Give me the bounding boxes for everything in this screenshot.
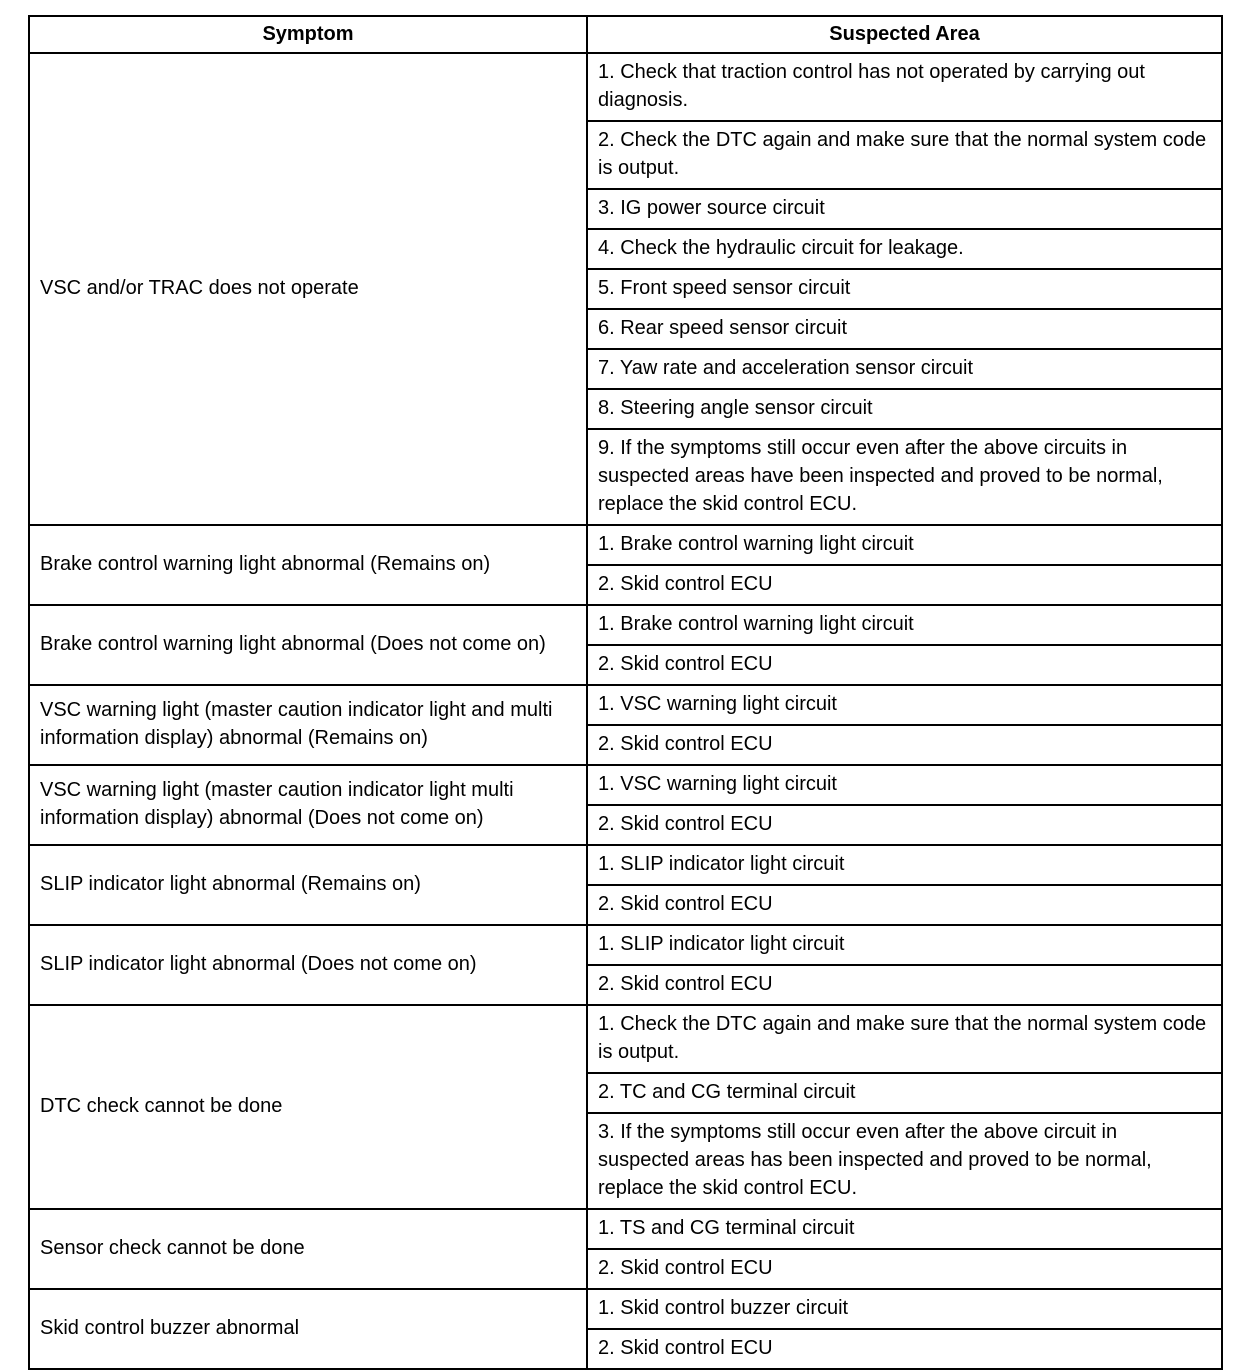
header-symptom: Symptom — [29, 16, 587, 53]
suspected-area-cell: 7. Yaw rate and acceleration sensor circuit — [587, 349, 1222, 389]
suspected-area-cell: 1. SLIP indicator light circuit — [587, 845, 1222, 885]
suspected-area-cell: 8. Steering angle sensor circuit — [587, 389, 1222, 429]
symptom-cell: VSC and/or TRAC does not operate — [29, 53, 587, 525]
suspected-area-cell: 2. Skid control ECU — [587, 565, 1222, 605]
suspected-area-cell: 1. Skid control buzzer circuit — [587, 1289, 1222, 1329]
suspected-area-cell: 5. Front speed sensor circuit — [587, 269, 1222, 309]
suspected-area-cell: 1. SLIP indicator light circuit — [587, 925, 1222, 965]
table-body — [29, 53, 1222, 1369]
symptom-table — [28, 15, 1223, 1370]
symptom-cell: DTC check cannot be done — [29, 1005, 587, 1209]
suspected-area-cell: 2. Skid control ECU — [587, 1249, 1222, 1289]
table-row — [29, 845, 1222, 885]
suspected-area-cell: 2. Skid control ECU — [587, 885, 1222, 925]
suspected-area-cell: 2. Check the DTC again and make sure that the normal system code is output. — [587, 121, 1222, 189]
suspected-area-cell: 1. VSC warning light circuit — [587, 685, 1222, 725]
suspected-area-cell: 1. Brake control warning light circuit — [587, 525, 1222, 565]
header-suspected-area: Suspected Area — [587, 16, 1222, 53]
suspected-area-cell: 1. TS and CG terminal circuit — [587, 1209, 1222, 1249]
suspected-area-cell: 4. Check the hydraulic circuit for leakage. — [587, 229, 1222, 269]
table-row — [29, 525, 1222, 565]
suspected-area-cell: 2. TC and CG terminal circuit — [587, 1073, 1222, 1113]
suspected-area-cell: 2. Skid control ECU — [587, 725, 1222, 765]
suspected-area-cell: 1. Check the DTC again and make sure that the normal system code is output. — [587, 1005, 1222, 1073]
table-row — [29, 925, 1222, 965]
suspected-area-cell: 1. Brake control warning light circuit — [587, 605, 1222, 645]
table-row — [29, 765, 1222, 805]
table-header-row — [29, 16, 1222, 53]
suspected-area-cell: 2. Skid control ECU — [587, 965, 1222, 1005]
suspected-area-cell: 3. If the symptoms still occur even after the above circuit in suspected areas has been inspected and proved to be normal, replace the skid control ECU. — [587, 1113, 1222, 1209]
table-row — [29, 685, 1222, 725]
table-row — [29, 53, 1222, 121]
suspected-area-cell: 2. Skid control ECU — [587, 805, 1222, 845]
suspected-area-cell: 1. VSC warning light circuit — [587, 765, 1222, 805]
suspected-area-cell: 2. Skid control ECU — [587, 645, 1222, 685]
suspected-area-cell: 3. IG power source circuit — [587, 189, 1222, 229]
symptom-cell: VSC warning light (master caution indicator light multi information display) abnormal (Does not come on) — [29, 765, 587, 845]
symptom-cell: Skid control buzzer abnormal — [29, 1289, 587, 1369]
table-row — [29, 605, 1222, 645]
symptom-cell: SLIP indicator light abnormal (Remains on) — [29, 845, 587, 925]
suspected-area-cell: 9. If the symptoms still occur even after the above circuits in suspected areas have been inspected and proved to be normal, replace the skid control ECU. — [587, 429, 1222, 525]
symptom-cell: SLIP indicator light abnormal (Does not come on) — [29, 925, 587, 1005]
symptom-cell: Brake control warning light abnormal (Does not come on) — [29, 605, 587, 685]
suspected-area-cell: 1. Check that traction control has not operated by carrying out diagnosis. — [587, 53, 1222, 121]
table-row — [29, 1289, 1222, 1329]
symptom-cell: Sensor check cannot be done — [29, 1209, 587, 1289]
symptom-cell: Brake control warning light abnormal (Remains on) — [29, 525, 587, 605]
suspected-area-cell: 6. Rear speed sensor circuit — [587, 309, 1222, 349]
table-row — [29, 1209, 1222, 1249]
suspected-area-cell: 2. Skid control ECU — [587, 1329, 1222, 1369]
table-row — [29, 1005, 1222, 1073]
symptom-cell: VSC warning light (master caution indicator light and multi information display) abnormal (Remains on) — [29, 685, 587, 765]
